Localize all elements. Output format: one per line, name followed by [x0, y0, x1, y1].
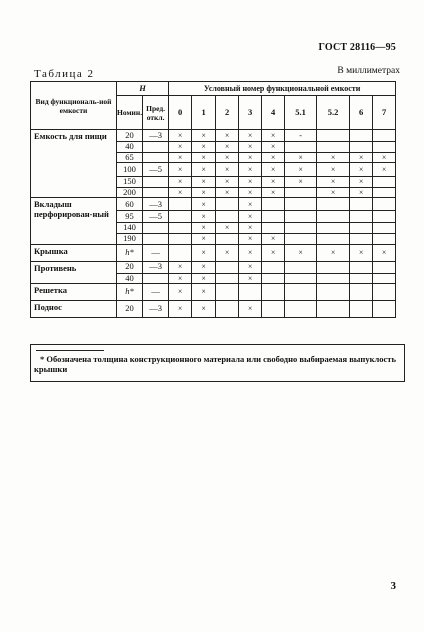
col-header-type: Вид функциональ-ной емкости [31, 82, 117, 130]
mark-cell: × [169, 187, 192, 198]
mark-cell [216, 284, 239, 301]
mark-cell [285, 233, 317, 244]
data-table [30, 81, 396, 318]
deviation-cell [143, 177, 169, 188]
mark-cell [373, 273, 396, 284]
mark-cell: × [216, 142, 239, 153]
mark-cell: × [192, 273, 216, 284]
mark-cell: × [373, 163, 396, 177]
footnote [30, 344, 405, 382]
mark-cell [239, 284, 262, 301]
mark-cell [350, 142, 373, 153]
mark-cell: × [262, 130, 285, 142]
table-title: Таблица 2 [34, 68, 95, 80]
mark-cell: × [192, 163, 216, 177]
mark-cell [216, 198, 239, 211]
number-header: 2 [216, 96, 239, 130]
mark-cell: × [317, 244, 350, 261]
mark-cell [262, 211, 285, 223]
document-code: ГОСТ 28116—95 [318, 42, 396, 53]
deviation-cell [143, 273, 169, 284]
mark-cell [350, 284, 373, 301]
mark-cell: × [373, 152, 396, 163]
deviation-cell: — [143, 244, 169, 261]
nominal-cell: 40 [117, 273, 143, 284]
mark-cell: × [169, 142, 192, 153]
mark-cell: × [239, 198, 262, 211]
mark-cell [317, 284, 350, 301]
mark-cell: × [169, 152, 192, 163]
col-header-numbers: Условный номер функциональной емкости [169, 82, 396, 96]
deviation-cell: —3 [143, 301, 169, 318]
mark-cell [317, 301, 350, 318]
nominal-cell: 20 [117, 130, 143, 142]
deviation-cell: —3 [143, 130, 169, 142]
number-header: 6 [350, 96, 373, 130]
mark-cell [285, 211, 317, 223]
nominal-cell: 200 [117, 187, 143, 198]
group-name: Решетка [31, 284, 117, 301]
group-name: Противень [31, 261, 117, 284]
col-header-nominal: Номин. [117, 96, 143, 130]
mark-cell: × [216, 163, 239, 177]
table-row [31, 284, 396, 301]
table-row [31, 244, 396, 261]
nominal-cell: 65 [117, 152, 143, 163]
mark-cell [373, 261, 396, 273]
units-label: В миллиметрах [337, 66, 400, 76]
mark-cell: × [317, 187, 350, 198]
mark-cell [285, 187, 317, 198]
deviation-cell [143, 233, 169, 244]
nominal-cell: 20 [117, 301, 143, 318]
mark-cell [262, 284, 285, 301]
mark-cell: × [317, 163, 350, 177]
mark-cell: × [239, 223, 262, 234]
mark-cell: × [317, 152, 350, 163]
mark-cell [373, 142, 396, 153]
mark-cell: × [239, 244, 262, 261]
mark-cell: × [216, 152, 239, 163]
mark-cell [373, 130, 396, 142]
group-name: Поднос [31, 301, 117, 318]
mark-cell: × [192, 233, 216, 244]
nominal-cell: 95 [117, 211, 143, 223]
mark-cell: × [192, 152, 216, 163]
mark-cell [216, 233, 239, 244]
nominal-cell: h* [117, 284, 143, 301]
deviation-cell [143, 142, 169, 153]
deviation-cell [143, 223, 169, 234]
mark-cell: × [192, 244, 216, 261]
mark-cell [317, 261, 350, 273]
mark-cell [285, 198, 317, 211]
group-name: Крышка [31, 244, 117, 261]
footnote-rule [36, 350, 104, 351]
mark-cell: × [350, 152, 373, 163]
table-row [31, 130, 396, 142]
mark-cell: × [192, 130, 216, 142]
mark-cell: × [169, 261, 192, 273]
nominal-cell: 140 [117, 223, 143, 234]
table-row [31, 198, 396, 211]
mark-cell [262, 198, 285, 211]
mark-cell [317, 211, 350, 223]
mark-cell: × [216, 177, 239, 188]
mark-cell: × [239, 233, 262, 244]
col-header-dev: Пред. откл. [143, 96, 169, 130]
mark-cell: × [262, 152, 285, 163]
mark-cell [262, 301, 285, 318]
mark-cell: × [169, 301, 192, 318]
number-header: 0 [169, 96, 192, 130]
mark-cell: × [262, 177, 285, 188]
mark-cell [169, 244, 192, 261]
number-header: 7 [373, 96, 396, 130]
mark-cell [350, 211, 373, 223]
number-header: 1 [192, 96, 216, 130]
col-header-h: H [117, 82, 169, 96]
mark-cell: × [192, 198, 216, 211]
mark-cell [373, 284, 396, 301]
mark-cell [373, 301, 396, 318]
mark-cell [169, 211, 192, 223]
mark-cell: × [192, 301, 216, 318]
mark-cell [262, 223, 285, 234]
mark-cell [350, 233, 373, 244]
mark-cell [373, 177, 396, 188]
number-header: 4 [262, 96, 285, 130]
mark-cell [373, 198, 396, 211]
nominal-cell: 60 [117, 198, 143, 211]
mark-cell: × [169, 177, 192, 188]
deviation-cell: —5 [143, 211, 169, 223]
mark-cell [262, 261, 285, 273]
mark-cell: × [239, 273, 262, 284]
mark-cell: × [192, 211, 216, 223]
mark-cell [317, 273, 350, 284]
mark-cell: × [239, 163, 262, 177]
mark-cell: × [262, 244, 285, 261]
mark-cell [285, 301, 317, 318]
footnote-text: * Обозначена толщина конструкционного материала или свободно выбираемая выпуклость крышки [34, 354, 396, 374]
nominal-cell: 150 [117, 177, 143, 188]
mark-cell [350, 273, 373, 284]
mark-cell: × [192, 142, 216, 153]
mark-cell: × [262, 142, 285, 153]
mark-cell [317, 223, 350, 234]
deviation-cell: — [143, 284, 169, 301]
mark-cell [350, 223, 373, 234]
mark-cell: × [216, 187, 239, 198]
number-header: 5.2 [317, 96, 350, 130]
mark-cell: × [192, 284, 216, 301]
mark-cell [169, 198, 192, 211]
mark-cell [373, 233, 396, 244]
mark-cell: × [239, 261, 262, 273]
nominal-cell: 190 [117, 233, 143, 244]
mark-cell: × [239, 130, 262, 142]
mark-cell: × [285, 152, 317, 163]
number-header: 3 [239, 96, 262, 130]
mark-cell: × [262, 163, 285, 177]
mark-cell [350, 261, 373, 273]
mark-cell: × [317, 177, 350, 188]
mark-cell: × [169, 273, 192, 284]
mark-cell: × [239, 301, 262, 318]
mark-cell [373, 223, 396, 234]
mark-cell [216, 211, 239, 223]
mark-cell: × [285, 244, 317, 261]
mark-cell [317, 198, 350, 211]
mark-cell: × [239, 187, 262, 198]
deviation-cell [143, 187, 169, 198]
mark-cell: × [192, 187, 216, 198]
mark-cell: × [192, 223, 216, 234]
mark-cell: × [285, 177, 317, 188]
mark-cell: × [350, 244, 373, 261]
mark-cell [373, 187, 396, 198]
deviation-cell: —5 [143, 163, 169, 177]
mark-cell [317, 233, 350, 244]
mark-cell: × [350, 187, 373, 198]
mark-cell [216, 261, 239, 273]
nominal-cell: 40 [117, 142, 143, 153]
number-header: 5.1 [285, 96, 317, 130]
mark-cell: × [262, 233, 285, 244]
mark-cell: - [285, 130, 317, 142]
mark-cell [373, 211, 396, 223]
group-name: Вкладыш перфорирован-ный [31, 198, 117, 244]
mark-cell: × [239, 211, 262, 223]
mark-cell: × [239, 152, 262, 163]
mark-cell: × [169, 163, 192, 177]
mark-cell: × [216, 244, 239, 261]
mark-cell [317, 130, 350, 142]
mark-cell: × [192, 177, 216, 188]
deviation-cell [143, 152, 169, 163]
table-row [31, 261, 396, 273]
mark-cell: × [350, 163, 373, 177]
mark-cell [350, 198, 373, 211]
mark-cell [317, 142, 350, 153]
mark-cell: × [285, 163, 317, 177]
mark-cell: × [239, 177, 262, 188]
mark-cell: × [373, 244, 396, 261]
deviation-cell: —3 [143, 198, 169, 211]
mark-cell: × [216, 130, 239, 142]
mark-cell [262, 273, 285, 284]
nominal-cell: h* [117, 244, 143, 261]
mark-cell [216, 273, 239, 284]
deviation-cell: —3 [143, 261, 169, 273]
mark-cell: × [169, 284, 192, 301]
mark-cell [169, 233, 192, 244]
mark-cell: × [239, 142, 262, 153]
mark-cell: × [262, 187, 285, 198]
mark-cell [350, 130, 373, 142]
nominal-cell: 20 [117, 261, 143, 273]
page-number: 3 [390, 580, 396, 592]
group-name: Емкость для пищи [31, 130, 117, 198]
mark-cell [285, 223, 317, 234]
nominal-cell: 100 [117, 163, 143, 177]
mark-cell [285, 284, 317, 301]
mark-cell [350, 301, 373, 318]
mark-cell [285, 273, 317, 284]
mark-cell: × [169, 130, 192, 142]
mark-cell [285, 261, 317, 273]
mark-cell: × [350, 177, 373, 188]
mark-cell: × [216, 223, 239, 234]
mark-cell: × [192, 261, 216, 273]
mark-cell [216, 301, 239, 318]
mark-cell [169, 223, 192, 234]
table-row [31, 301, 396, 318]
mark-cell [285, 142, 317, 153]
